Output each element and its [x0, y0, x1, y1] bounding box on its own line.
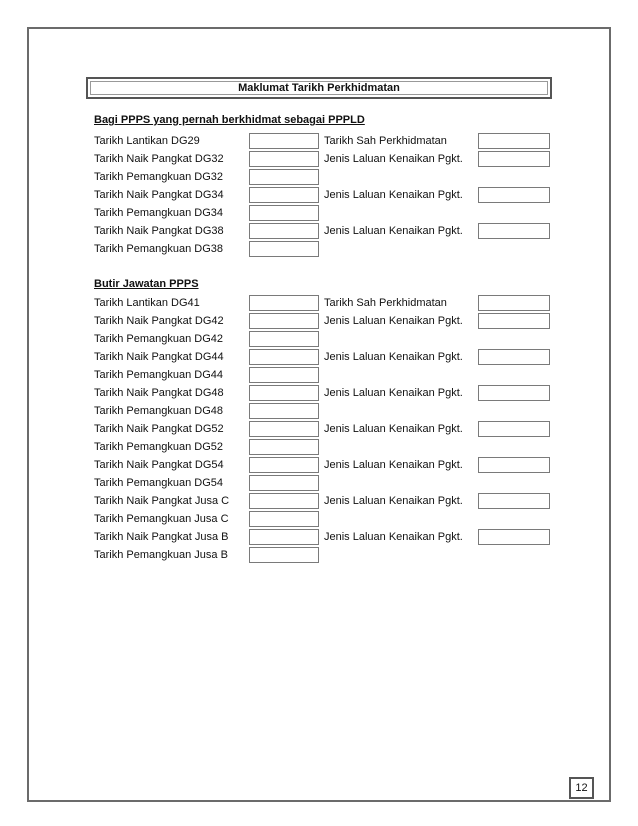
date-input-box[interactable] [249, 133, 319, 149]
right-input-box[interactable] [478, 457, 550, 473]
field-label: Tarikh Pemangkuan DG54 [94, 477, 224, 489]
field-label: Tarikh Pemangkuan DG48 [94, 405, 224, 417]
section-header-title: Maklumat Tarikh Perkhidmatan [238, 82, 400, 94]
field-label: Tarikh Lantikan DG29 [94, 135, 200, 147]
form-row [0, 169, 638, 187]
right-input-box[interactable] [478, 421, 550, 437]
form-row [0, 151, 638, 169]
right-field-label: Tarikh Sah Perkhidmatan [324, 297, 447, 309]
date-input-box[interactable] [249, 421, 319, 437]
right-input-box[interactable] [478, 295, 550, 311]
right-field-label: Jenis Laluan Kenaikan Pgkt. [324, 153, 463, 165]
right-field-label: Jenis Laluan Kenaikan Pgkt. [324, 225, 463, 237]
date-input-box[interactable] [249, 367, 319, 383]
form-row [0, 475, 638, 493]
form-row [0, 205, 638, 223]
right-input-box[interactable] [478, 187, 550, 203]
form-row [0, 511, 638, 529]
right-field-label: Jenis Laluan Kenaikan Pgkt. [324, 495, 463, 507]
date-input-box[interactable] [249, 331, 319, 347]
field-label: Tarikh Pemangkuan Jusa C [94, 513, 229, 525]
form-row [0, 457, 638, 475]
right-field-label: Jenis Laluan Kenaikan Pgkt. [324, 423, 463, 435]
date-input-box[interactable] [249, 403, 319, 419]
section2-title: Butir Jawatan PPPS [94, 278, 199, 290]
right-input-box[interactable] [478, 529, 550, 545]
date-input-box[interactable] [249, 511, 319, 527]
form-row [0, 493, 638, 511]
form-row [0, 385, 638, 403]
field-label: Tarikh Naik Pangkat DG34 [94, 189, 224, 201]
section-header [86, 77, 552, 99]
right-input-box[interactable] [478, 385, 550, 401]
page-number-text: 12 [575, 782, 588, 794]
field-label: Tarikh Naik Pangkat DG44 [94, 351, 224, 363]
field-label: Tarikh Lantikan DG41 [94, 297, 200, 309]
right-field-label: Tarikh Sah Perkhidmatan [324, 135, 447, 147]
page-number [569, 777, 594, 799]
form-row [0, 403, 638, 421]
right-field-label: Jenis Laluan Kenaikan Pgkt. [324, 459, 463, 471]
right-input-box[interactable] [478, 133, 550, 149]
form-row [0, 421, 638, 439]
form-row [0, 223, 638, 241]
form-row [0, 547, 638, 565]
date-input-box[interactable] [249, 241, 319, 257]
right-field-label: Jenis Laluan Kenaikan Pgkt. [324, 189, 463, 201]
date-input-box[interactable] [249, 529, 319, 545]
date-input-box[interactable] [249, 475, 319, 491]
right-input-box[interactable] [478, 151, 550, 167]
field-label: Tarikh Pemangkuan DG34 [94, 207, 224, 219]
form-row [0, 241, 638, 259]
field-label: Tarikh Pemangkuan DG52 [94, 441, 224, 453]
field-label: Tarikh Naik Pangkat DG54 [94, 459, 224, 471]
field-label: Tarikh Pemangkuan Jusa B [94, 549, 228, 561]
field-label: Tarikh Naik Pangkat DG48 [94, 387, 224, 399]
date-input-box[interactable] [249, 205, 319, 221]
form-row [0, 133, 638, 151]
section1-title: Bagi PPPS yang pernah berkhidmat sebagai PPPLD [94, 114, 365, 126]
date-input-box[interactable] [249, 223, 319, 239]
date-input-box[interactable] [249, 187, 319, 203]
form-row [0, 349, 638, 367]
right-input-box[interactable] [478, 349, 550, 365]
field-label: Tarikh Naik Pangkat Jusa B [94, 531, 229, 543]
right-input-box[interactable] [478, 493, 550, 509]
form-row [0, 529, 638, 547]
field-label: Tarikh Naik Pangkat DG32 [94, 153, 224, 165]
field-label: Tarikh Pemangkuan DG44 [94, 369, 224, 381]
field-label: Tarikh Pemangkuan DG32 [94, 171, 224, 183]
form-row [0, 295, 638, 313]
field-label: Tarikh Naik Pangkat DG52 [94, 423, 224, 435]
right-field-label: Jenis Laluan Kenaikan Pgkt. [324, 387, 463, 399]
right-field-label: Jenis Laluan Kenaikan Pgkt. [324, 351, 463, 363]
right-field-label: Jenis Laluan Kenaikan Pgkt. [324, 315, 463, 327]
field-label: Tarikh Naik Pangkat Jusa C [94, 495, 230, 507]
date-input-box[interactable] [249, 349, 319, 365]
date-input-box[interactable] [249, 295, 319, 311]
date-input-box[interactable] [249, 385, 319, 401]
right-input-box[interactable] [478, 313, 550, 329]
date-input-box[interactable] [249, 457, 319, 473]
field-label: Tarikh Pemangkuan DG38 [94, 243, 224, 255]
date-input-box[interactable] [249, 169, 319, 185]
form-row [0, 331, 638, 349]
date-input-box[interactable] [249, 313, 319, 329]
form-row [0, 367, 638, 385]
date-input-box[interactable] [249, 493, 319, 509]
date-input-box[interactable] [249, 439, 319, 455]
field-label: Tarikh Naik Pangkat DG38 [94, 225, 224, 237]
date-input-box[interactable] [249, 151, 319, 167]
form-row [0, 439, 638, 457]
right-field-label: Jenis Laluan Kenaikan Pgkt. [324, 531, 463, 543]
field-label: Tarikh Naik Pangkat DG42 [94, 315, 224, 327]
right-input-box[interactable] [478, 223, 550, 239]
date-input-box[interactable] [249, 547, 319, 563]
form-row [0, 313, 638, 331]
field-label: Tarikh Pemangkuan DG42 [94, 333, 224, 345]
form-row [0, 187, 638, 205]
